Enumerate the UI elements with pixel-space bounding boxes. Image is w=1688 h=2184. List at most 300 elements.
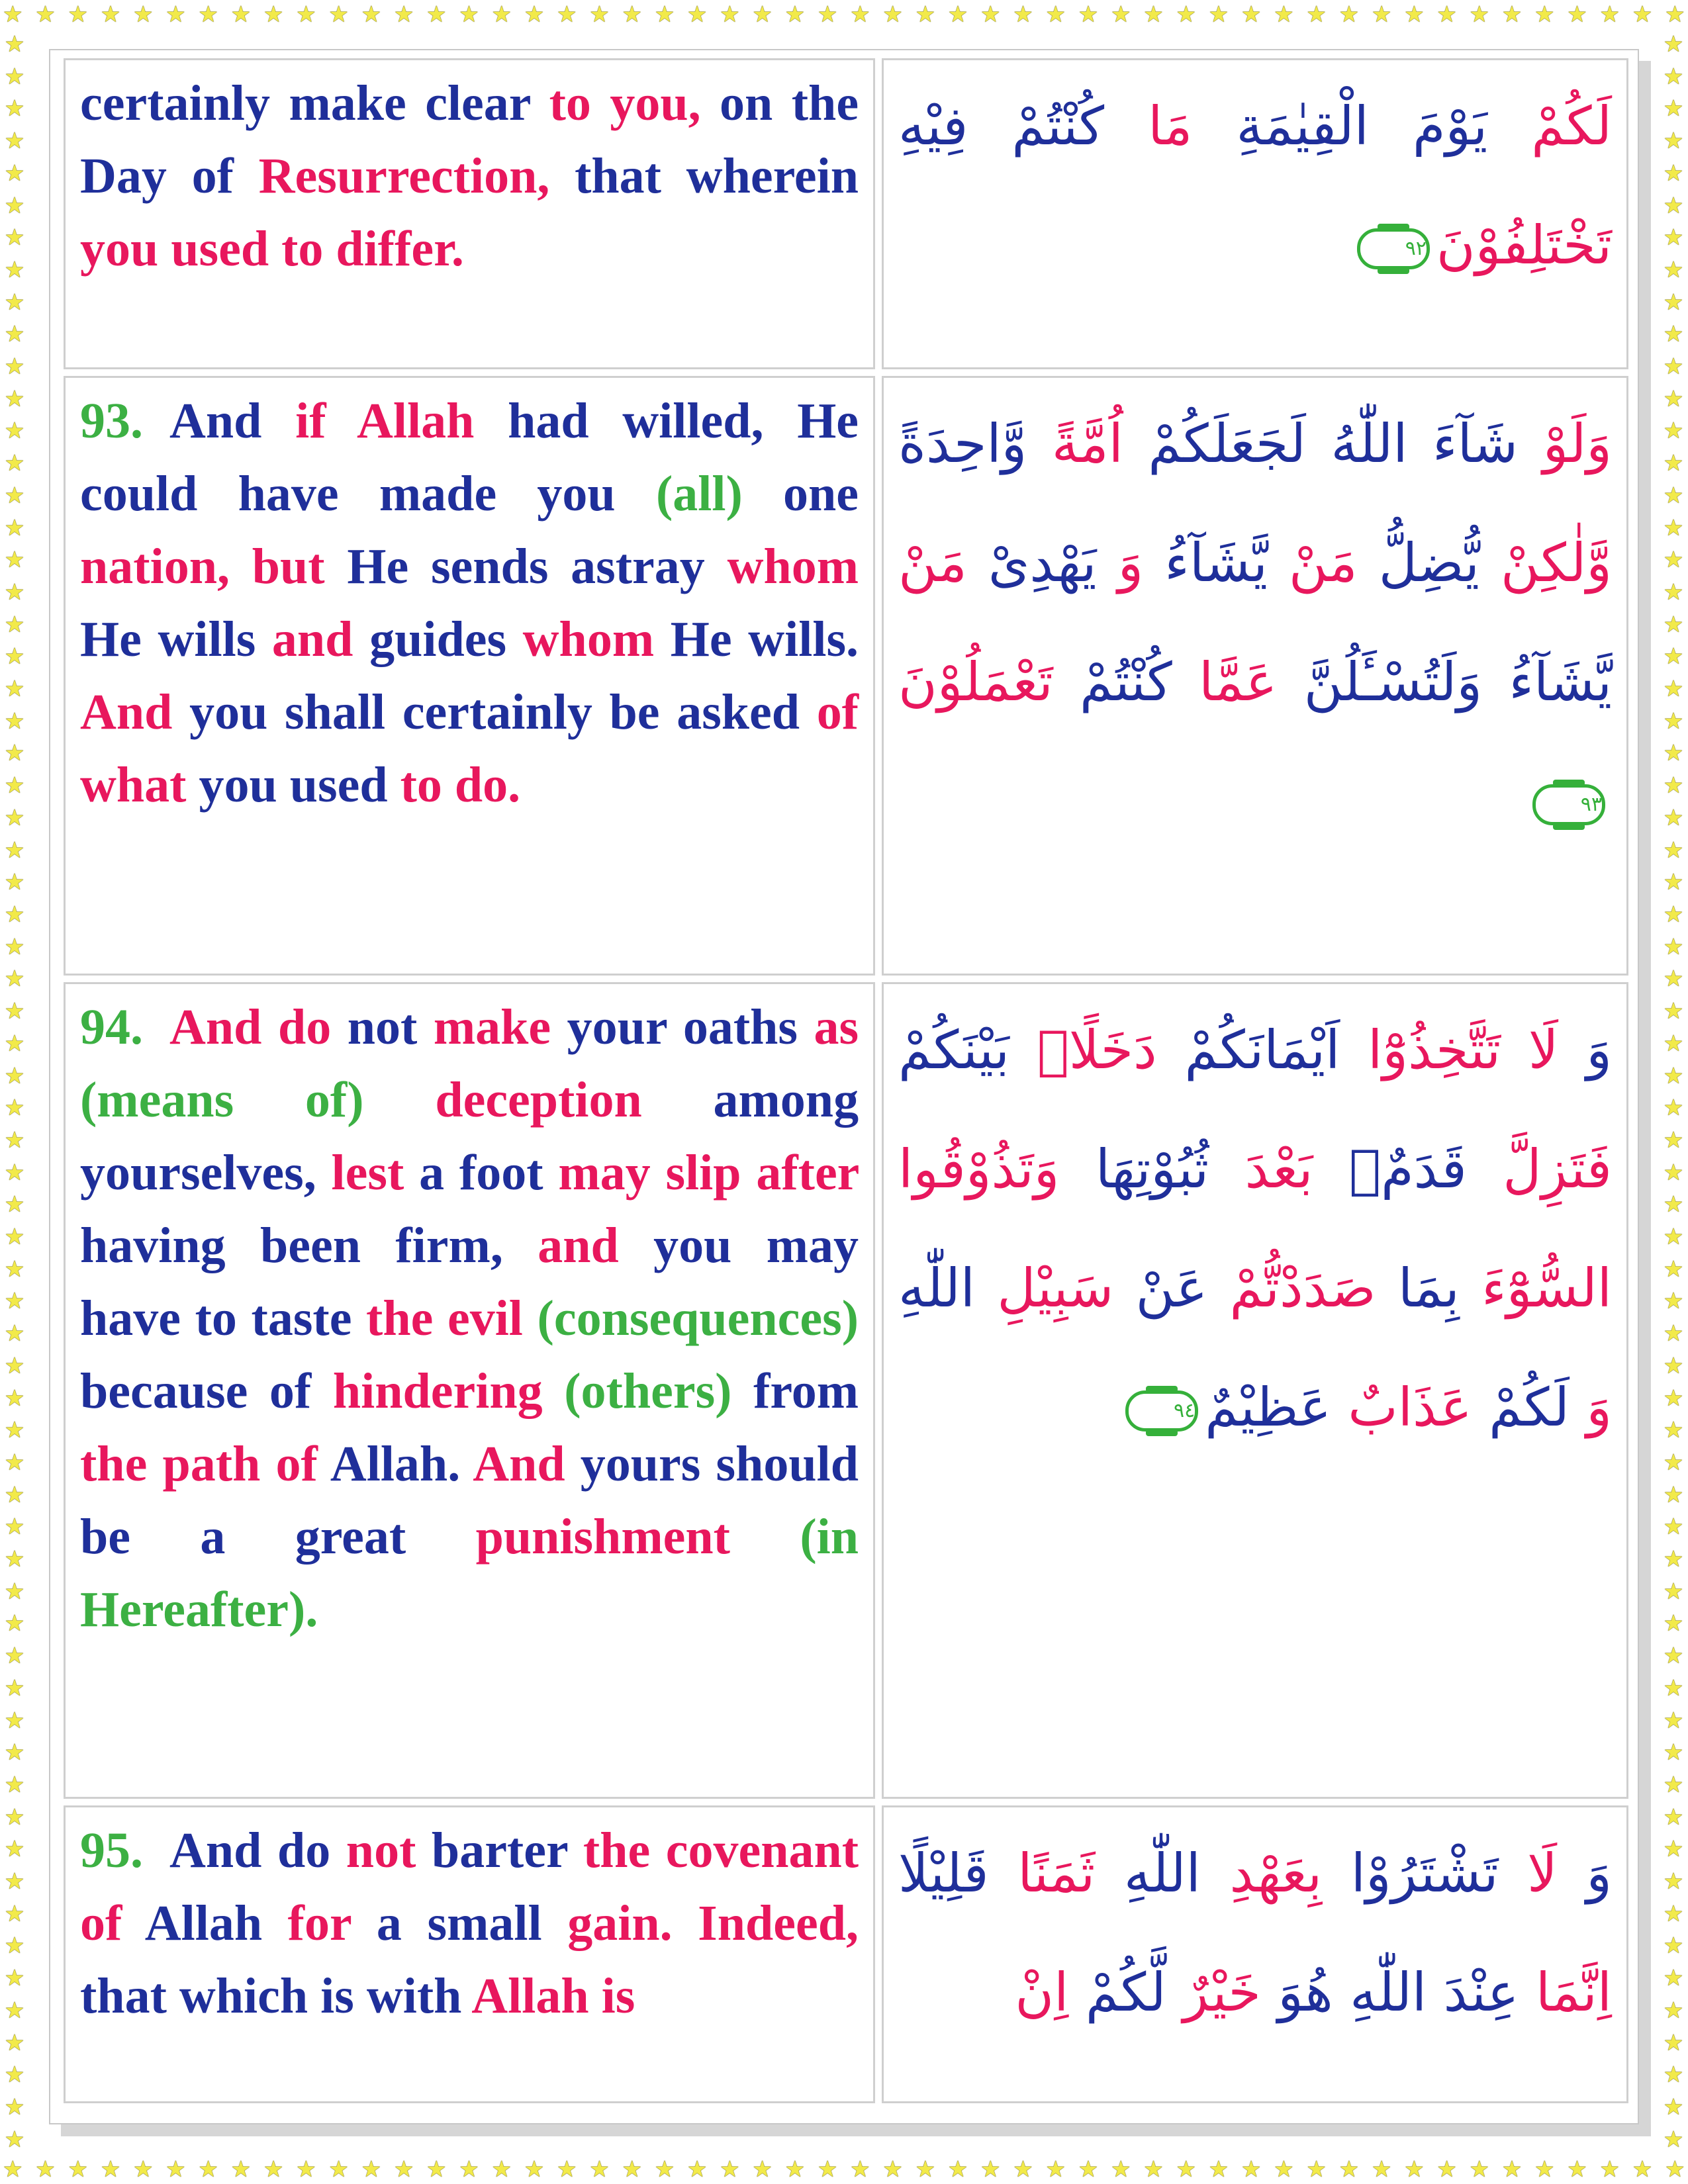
star-icon: ★ [1663,1739,1684,1766]
english-segment: And [169,393,296,449]
star-icon: ★ [4,1126,25,1154]
english-segment: and [271,612,353,667]
english-segment: (in Hereafter). [80,1509,859,1637]
arabic-segment: لَكُمْ [1472,1377,1570,1438]
arabic-segment: مَنْ [898,532,967,594]
star-border-top [0,0,1688,29]
english-segment: lest [331,1145,404,1201]
english-segment: from [731,1363,859,1419]
star-icon: ★ [1338,2156,1360,2183]
star-icon: ★ [1534,2156,1555,2183]
ayah-number: ٩٢ [1405,237,1427,261]
star-icon: ★ [4,1191,25,1218]
arabic-segment: يَّشَآءُ [1482,651,1613,713]
english-segment: of what [80,684,859,813]
star-icon: ★ [4,1255,25,1283]
star-icon: ★ [850,2156,870,2183]
arabic-verse [898,991,1612,1467]
english-segment: and [538,1218,619,1273]
star-icon: ★ [752,1,773,28]
star-icon: ★ [1663,804,1684,831]
star-icon: ★ [1176,1,1196,28]
star-icon: ★ [1663,1224,1684,1251]
star-icon: ★ [1208,2156,1229,2183]
english-segment: to you, [549,75,701,131]
arabic-cell [882,376,1628,976]
star-icon: ★ [4,837,25,864]
star-icon: ★ [1208,1,1229,28]
arabic-segment: اُمَّةً [1027,413,1123,475]
english-segment: if Allah [295,393,475,449]
star-icon: ★ [4,1868,25,1895]
star-icon: ★ [1663,353,1684,381]
english-cell [64,982,875,1799]
english-segment: that wherein [549,148,859,204]
star-icon: ★ [1663,1933,1684,1960]
star-icon: ★ [1663,385,1684,412]
star-icon: ★ [4,1771,25,1798]
english-segment: And [473,1436,565,1492]
star-icon: ★ [100,1,121,28]
arabic-segment: السُّوْٓءَ [1459,1257,1613,1319]
star-icon: ★ [4,418,25,445]
star-icon: ★ [4,901,25,928]
star-icon: ★ [296,1,316,28]
star-icon: ★ [4,2126,25,2153]
star-icon: ★ [1663,1126,1684,1154]
star-icon: ★ [4,482,25,509]
star-icon: ★ [165,2156,186,2183]
star-icon: ★ [1274,1,1294,28]
star-icon: ★ [263,2156,284,2183]
arabic-segment: قَلِيْلًا [898,1843,989,1904]
arabic-segment: وَ [1569,1377,1612,1438]
star-icon: ★ [4,128,25,155]
english-segment: punishment [475,1509,730,1565]
arabic-segment: فَتَزِلَّ [1466,1138,1612,1200]
star-icon: ★ [4,707,25,735]
star-icon: ★ [4,450,25,477]
arabic-segment: يَّشَآءُ [1143,532,1268,594]
arabic-segment: وَّلٰكِنْ [1479,532,1613,594]
star-icon: ★ [1663,1578,1684,1605]
star-icon: ★ [1045,1,1066,28]
star-icon: ★ [622,2156,642,2183]
star-icon: ★ [4,1739,25,1766]
star-icon: ★ [1663,159,1684,187]
star-icon: ★ [4,289,25,316]
arabic-segment: قَدَمٌۢ [1313,1138,1467,1200]
arabic-segment: عَظِيْمٌ [1205,1377,1331,1438]
arabic-segment: كُنْتُمْ فِيْهِ [898,95,1105,157]
english-segment: you used [186,757,400,813]
star-icon: ★ [4,1288,25,1315]
english-segment: And do [169,999,332,1055]
english-segment: to do. [400,757,521,813]
star-border-right [1659,29,1688,2155]
ayah-end-marker-icon [1532,784,1605,825]
star-icon: ★ [1663,1030,1684,1057]
star-icon: ★ [35,2156,56,2183]
english-segment: He wills [80,612,272,667]
star-icon: ★ [1663,1997,1684,2024]
star-icon: ★ [1663,837,1684,864]
star-icon: ★ [4,63,25,90]
star-icon: ★ [947,1,968,28]
star-icon: ★ [4,2062,25,2089]
star-icon: ★ [1663,1643,1684,1670]
arabic-segment: كُنْتُمْ [1053,651,1172,713]
star-icon: ★ [459,1,479,28]
star-icon: ★ [4,1385,25,1412]
star-icon: ★ [1663,1836,1684,1863]
star-icon: ★ [1663,1062,1684,1089]
arabic-segment: تَشْتَرُوْا [1322,1843,1499,1904]
star-icon: ★ [328,1,349,28]
star-icon: ★ [1663,1546,1684,1573]
english-segment: And do [169,1823,346,1878]
star-icon: ★ [4,1836,25,1863]
star-icon: ★ [35,1,56,28]
star-icon: ★ [4,159,25,187]
star-icon: ★ [1663,192,1684,219]
english-cell [64,1805,875,2103]
star-icon: ★ [850,1,870,28]
star-icon: ★ [198,2156,218,2183]
arabic-segment: بَعْدَ [1209,1138,1313,1200]
star-icon: ★ [1663,95,1684,122]
star-icon: ★ [1663,418,1684,445]
arabic-verse [898,67,1612,305]
star-icon: ★ [1663,1707,1684,1734]
star-icon: ★ [1663,1674,1684,1702]
ayah-end-marker-icon [1125,1390,1198,1432]
star-icon: ★ [4,95,25,122]
english-cell [64,58,875,369]
english-segment: (means of) [80,1072,364,1128]
star-icon: ★ [1663,998,1684,1025]
star-icon: ★ [4,353,25,381]
verse-row-93 [64,376,1628,976]
verse-table [57,52,1635,2110]
star-icon: ★ [1663,63,1684,90]
star-icon: ★ [1663,289,1684,316]
english-translation [80,1814,859,2032]
ayah-number: ٩٣ [1580,793,1602,817]
english-segment: you may have to taste [80,1218,859,1346]
star-icon: ★ [491,1,512,28]
star-icon: ★ [3,2156,23,2183]
star-icon: ★ [4,772,25,799]
star-icon: ★ [4,611,25,638]
english-segment: on the Day of [80,75,859,204]
star-icon: ★ [1663,1159,1684,1186]
arabic-segment: وَّاحِدَةً [898,413,1027,475]
star-icon: ★ [1274,2156,1294,2183]
arabic-segment: لَكُمْ [1487,95,1613,157]
verse-number: 93. [80,393,143,449]
star-icon: ★ [1663,869,1684,896]
star-icon: ★ [622,1,642,28]
star-icon: ★ [4,1643,25,1670]
star-icon: ★ [1663,966,1684,993]
english-segment: having been firm, [80,1218,538,1273]
star-icon: ★ [1110,2156,1131,2183]
star-icon: ★ [1534,1,1555,28]
star-icon: ★ [1663,514,1684,541]
star-icon: ★ [4,578,25,606]
ayah-end-marker-icon [1357,228,1430,269]
english-segment: (all) [655,466,743,522]
arabic-segment: وَلَوْ [1518,413,1613,475]
star-icon: ★ [328,2156,349,2183]
arabic-segment: لَا [1501,1019,1559,1081]
star-icon: ★ [1663,321,1684,348]
star-icon: ★ [1663,933,1684,960]
star-icon: ★ [4,192,25,219]
star-icon: ★ [4,1578,25,1605]
star-icon: ★ [426,2156,447,2183]
star-icon: ★ [1663,1417,1684,1444]
arabic-segment: بَيْنَكُمْ [898,1019,1010,1081]
star-icon: ★ [1078,1,1099,28]
star-icon: ★ [980,2156,1001,2183]
english-segment: you used to differ. [80,221,464,277]
star-icon: ★ [426,1,447,28]
star-icon: ★ [68,2156,88,2183]
star-icon: ★ [817,1,838,28]
english-segment: that which is with [80,1968,472,2024]
star-icon: ★ [882,2156,903,2183]
star-icon: ★ [1306,1,1327,28]
arabic-segment: دَخَلًاۢ [1009,1019,1157,1081]
star-icon: ★ [1469,2156,1490,2183]
star-icon: ★ [1663,2062,1684,2089]
star-icon: ★ [4,1610,25,1637]
arabic-segment: عَمَّا [1172,651,1278,713]
star-icon: ★ [4,547,25,574]
star-icon: ★ [230,2156,252,2183]
star-icon: ★ [1599,2156,1620,2183]
star-icon: ★ [1404,2156,1425,2183]
star-icon: ★ [1663,1352,1684,1379]
star-icon: ★ [720,1,740,28]
star-icon: ★ [491,2156,512,2183]
star-icon: ★ [1663,1095,1684,1122]
english-segment: the path of [80,1436,318,1492]
arabic-segment: يُّضِلُّ [1357,532,1479,594]
english-cell [64,376,875,976]
arabic-segment: يَوْمَ الْقِيٰمَةِ [1192,95,1488,157]
star-icon: ★ [882,1,903,28]
english-segment: gain. Indeed, [567,1895,859,1951]
arabic-verse [898,1814,1612,2052]
star-icon: ★ [1045,2156,1066,2183]
star-icon: ★ [1143,2156,1164,2183]
star-icon: ★ [1663,547,1684,574]
arabic-segment: اَيْمَانَكُمْ [1156,1019,1340,1081]
star-icon: ★ [1663,1803,1684,1831]
english-segment: (consequences) [537,1291,859,1346]
star-icon: ★ [4,1320,25,1347]
verse-number: 94. [80,999,143,1055]
english-segment [523,1291,538,1346]
star-icon: ★ [1013,2156,1033,2183]
arabic-segment: لَّكُمْ [1068,1962,1166,2023]
star-icon: ★ [1632,2156,1653,2183]
star-icon: ★ [4,31,25,58]
english-segment: not [331,999,434,1055]
english-segment: Allah [122,1895,288,1951]
star-icon: ★ [686,1,708,28]
star-icon: ★ [1663,31,1684,58]
star-icon: ★ [1501,1,1523,28]
star-icon: ★ [68,1,88,28]
star-icon: ★ [1567,1,1587,28]
star-icon: ★ [817,2156,838,2183]
english-translation [80,991,859,1646]
star-icon: ★ [1663,1320,1684,1347]
english-segment: for [287,1895,352,1951]
english-segment: your oaths [551,999,814,1055]
english-segment: may slip after [558,1145,859,1201]
star-icon: ★ [1241,1,1262,28]
star-icon: ★ [4,740,25,767]
star-icon: ★ [589,2156,610,2183]
star-icon: ★ [1436,1,1457,28]
arabic-segment: اِنْ [1015,1962,1069,2023]
star-icon: ★ [1663,2126,1684,2153]
english-segment: among yourselves, [80,1072,859,1201]
star-icon: ★ [1663,1771,1684,1798]
verse-row-92 [64,58,1628,369]
star-icon: ★ [4,321,25,348]
star-icon: ★ [784,1,806,28]
arabic-segment: بِمَا [1376,1257,1460,1319]
star-icon: ★ [132,2156,154,2183]
star-icon: ★ [752,2156,773,2183]
english-segment [543,1363,565,1419]
star-icon: ★ [4,1095,25,1122]
verse-number: 95. [80,1823,143,1878]
star-icon: ★ [1664,1,1685,28]
star-icon: ★ [1663,1514,1684,1541]
star-icon: ★ [4,804,25,831]
arabic-cell [882,58,1628,369]
star-icon: ★ [524,2156,545,2183]
star-icon: ★ [4,514,25,541]
star-icon: ★ [4,1514,25,1541]
star-icon: ★ [1664,2156,1685,2183]
english-segment: He sends astray [324,539,727,594]
arabic-segment: صَدَدْتُّمْ [1207,1257,1376,1319]
arabic-segment: اللّٰهِ [1095,1843,1201,1904]
arabic-segment: تَتَّخِذُوْٓا [1340,1019,1501,1081]
arabic-segment: وَ [1557,1843,1613,1904]
english-segment: whom [727,539,859,594]
english-segment: the evil [366,1291,523,1346]
arabic-segment: خَيْرٌ [1166,1962,1261,2023]
arabic-segment: شَآءَ اللّٰهُ لَجَعَلَكُمْ [1123,413,1519,475]
star-icon: ★ [1143,1,1164,28]
star-icon: ★ [165,1,186,28]
star-icon: ★ [1663,643,1684,670]
star-icon: ★ [1663,1255,1684,1283]
english-segment: one [742,466,859,522]
star-icon: ★ [654,2156,675,2183]
english-segment: not [346,1823,416,1878]
english-segment: (others) [564,1363,732,1419]
star-icon: ★ [4,998,25,1025]
star-icon: ★ [4,1449,25,1476]
star-icon: ★ [1663,450,1684,477]
verse-row-94 [64,982,1628,1799]
star-icon: ★ [230,1,252,28]
star-icon: ★ [263,1,284,28]
english-segment: a small [351,1895,568,1951]
star-icon: ★ [784,2156,806,2183]
english-segment: yours should be a great [80,1436,859,1565]
star-icon: ★ [4,1546,25,1573]
star-icon: ★ [1469,1,1490,28]
star-icon: ★ [1663,2094,1684,2120]
star-icon: ★ [1663,901,1684,928]
star-icon: ★ [3,1,23,28]
arabic-segment: ثَمَنًا [988,1843,1096,1904]
star-border-bottom [0,2155,1688,2184]
star-icon: ★ [4,1933,25,1960]
arabic-segment: يَهْدِىْ [966,532,1097,594]
star-icon: ★ [1371,2156,1392,2183]
star-icon: ★ [4,1674,25,1702]
star-icon: ★ [1663,1449,1684,1476]
star-icon: ★ [393,1,414,28]
arabic-cell [882,1805,1628,2103]
star-icon: ★ [1567,2156,1587,2183]
star-icon: ★ [100,2156,121,2183]
star-icon: ★ [4,224,25,251]
english-segment: nation, but [80,539,325,594]
star-icon: ★ [4,1159,25,1186]
english-segment: guides [353,612,523,667]
star-icon: ★ [4,676,25,703]
star-icon: ★ [556,2156,577,2183]
arabic-segment: مَا [1104,95,1193,157]
arabic-segment: عَنْ [1113,1257,1208,1319]
english-segment: deception [435,1072,642,1128]
star-icon: ★ [1663,1868,1684,1895]
english-segment [364,1072,436,1128]
star-icon: ★ [1663,482,1684,509]
english-segment: the covenant of [80,1823,859,1951]
english-segment: barter [416,1823,583,1878]
english-segment: had willed, He could have made you [80,393,859,522]
star-icon: ★ [1663,772,1684,799]
english-segment: whom [522,612,655,667]
star-icon: ★ [1663,1385,1684,1412]
english-segment: Resurrection, [258,148,550,204]
english-segment: because of [80,1363,333,1419]
star-icon: ★ [1663,676,1684,703]
star-icon: ★ [1663,1965,1684,1992]
star-icon: ★ [1371,1,1392,28]
star-icon: ★ [4,2029,25,2056]
star-icon: ★ [4,1030,25,1057]
star-icon: ★ [4,1062,25,1089]
star-icon: ★ [4,256,25,283]
star-icon: ★ [4,1803,25,1831]
arabic-segment: اللّٰهِ [898,1257,976,1319]
